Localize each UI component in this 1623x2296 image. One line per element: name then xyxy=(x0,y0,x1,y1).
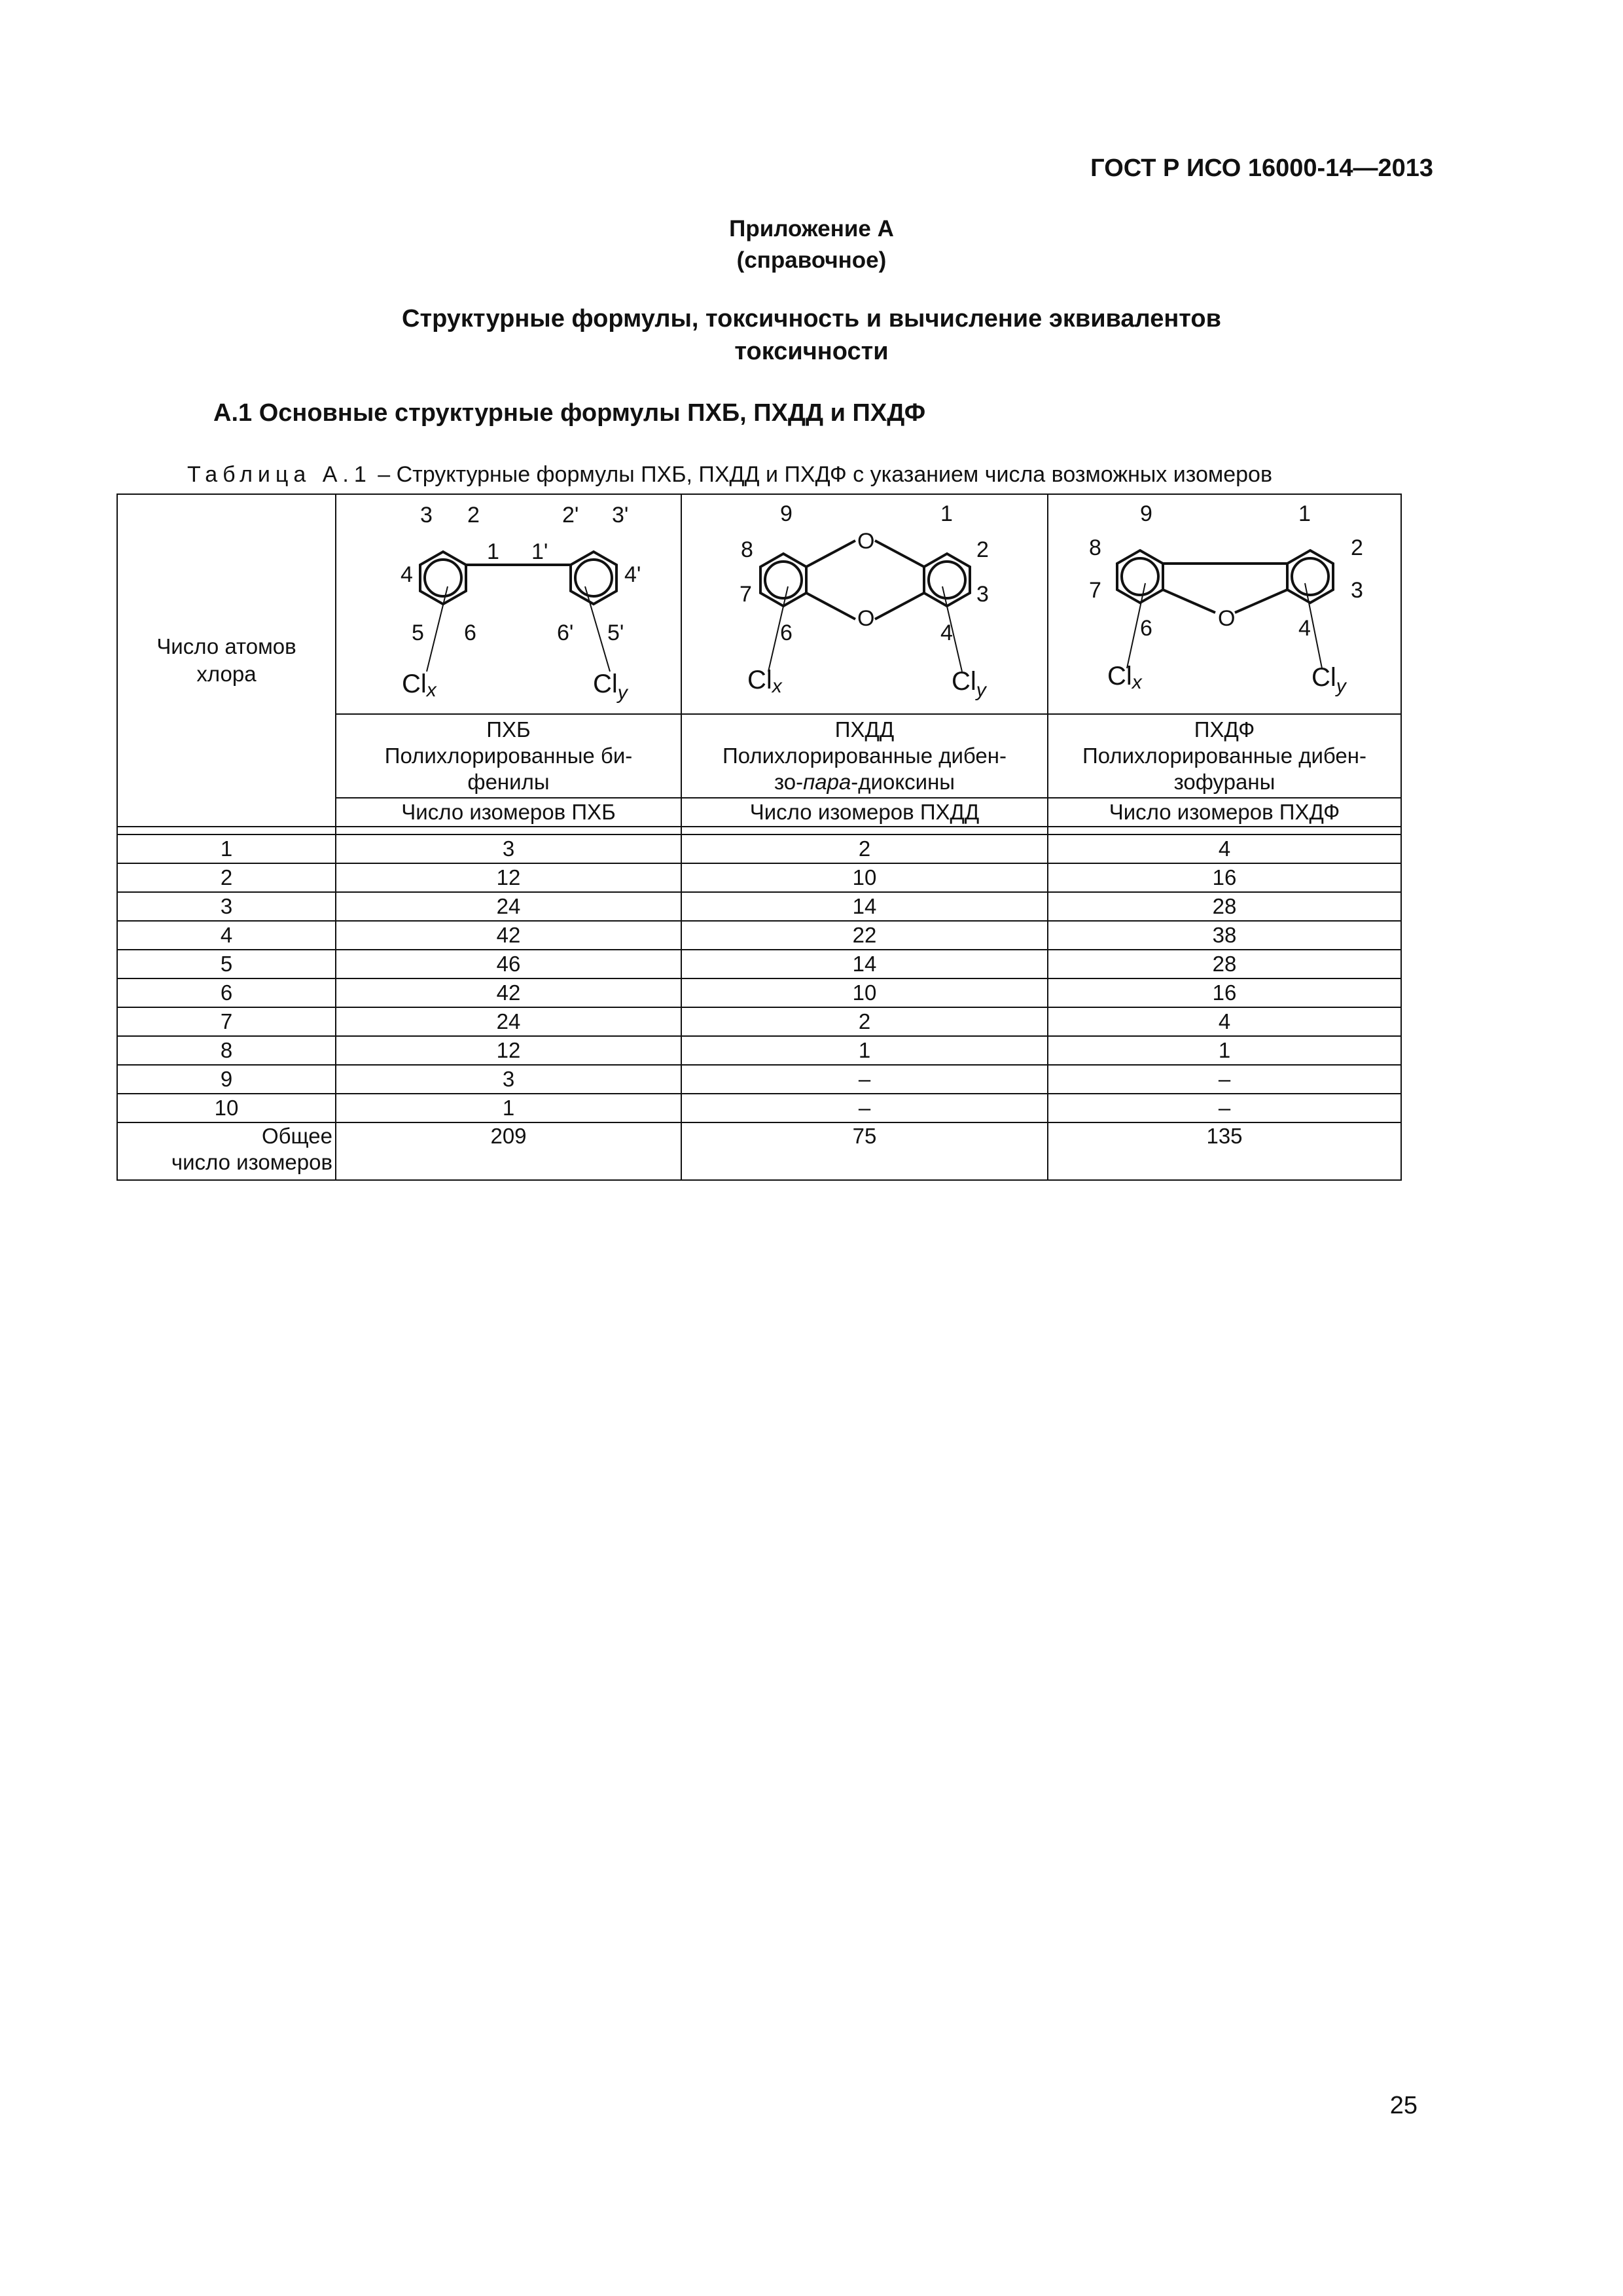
pcdd-oxygen-top: O xyxy=(857,529,875,554)
pcdf-cly-label: $Cl_y$ xyxy=(1311,663,1346,697)
pcdd-structure-cell xyxy=(681,494,1048,714)
row-chlorine-count: 4 xyxy=(117,921,336,950)
pcdf-count: – xyxy=(1048,1094,1401,1122)
pcb-count: 12 xyxy=(336,1036,681,1065)
pcdf-count: 1 xyxy=(1048,1036,1401,1065)
table-row xyxy=(117,863,1401,892)
section-title: А.1 Основные структурные формулы ПХБ, ПХДД и ПХДФ xyxy=(213,399,926,427)
pcdf-count: 16 xyxy=(1048,978,1401,1007)
table-row xyxy=(117,950,1401,978)
pcdd-clx-label: Clx xyxy=(747,666,782,697)
table-row xyxy=(117,892,1401,921)
pcdf-pos-4: 4 xyxy=(1298,616,1311,641)
table-row xyxy=(117,921,1401,950)
pcdf-bond-o-right xyxy=(1235,590,1287,613)
table-row xyxy=(117,1007,1401,1036)
pcb-pos-2: 2 xyxy=(467,503,480,528)
table-caption xyxy=(187,462,1272,488)
pcdf-pos-9: 9 xyxy=(1140,501,1152,526)
pcb-name-cell xyxy=(336,714,681,798)
pcdf-count: 28 xyxy=(1048,892,1401,921)
isomer-table xyxy=(116,493,1402,1181)
row-header-line1: Число атомов xyxy=(156,634,296,658)
pcb-pos-3p: 3' xyxy=(612,503,629,528)
pcdd-name-line1: Полихлорированные дибен- xyxy=(722,744,1007,768)
row-header-cell xyxy=(117,494,336,827)
page-number: 25 xyxy=(1389,2092,1418,2119)
pcdd-pos-9: 9 xyxy=(780,501,793,526)
pcb-clx-label: Clx xyxy=(402,670,437,701)
pcb-count: 12 xyxy=(336,863,681,892)
appendix-title: Приложение А xyxy=(729,216,894,242)
pcb-structure-formula xyxy=(336,495,682,713)
pcdd-abbr: ПХДД xyxy=(834,717,895,742)
pcdf-iso-header: Число изомеров ПХДФ xyxy=(1048,798,1401,827)
pcdf-count: 38 xyxy=(1048,921,1401,950)
pcdf-ring-right-circle xyxy=(1292,558,1329,595)
row-chlorine-count: 5 xyxy=(117,950,336,978)
row-chlorine-count: 3 xyxy=(117,892,336,921)
pcdf-abbr: ПХДФ xyxy=(1194,717,1255,742)
total-label xyxy=(117,1122,336,1180)
pcdf-pos-1: 1 xyxy=(1298,501,1311,526)
pcb-abbr: ПХБ xyxy=(486,717,531,742)
pcdd-count: 10 xyxy=(681,978,1048,1007)
pcb-pos-5: 5 xyxy=(412,620,424,645)
pcb-pos-1: 1 xyxy=(487,539,499,564)
pcdf-count: – xyxy=(1048,1065,1401,1094)
row-chlorine-count: 2 xyxy=(117,863,336,892)
row-chlorine-count: 9 xyxy=(117,1065,336,1094)
appendix-status: (справочное) xyxy=(736,247,887,273)
pcdd-count: 14 xyxy=(681,950,1048,978)
pcb-total: 209 xyxy=(336,1122,681,1180)
row-header-line2: хлора xyxy=(196,662,257,686)
pcdd-pos-4: 4 xyxy=(940,620,953,645)
pcdf-oxygen: O xyxy=(1218,606,1236,631)
row-chlorine-count: 1 xyxy=(117,834,336,863)
pcdf-name-line2: зофураны xyxy=(1173,770,1275,794)
pcb-pos-3: 3 xyxy=(420,503,433,528)
pcb-cly-label: $Cl_y$ xyxy=(593,670,628,704)
main-title-line1: Структурные формулы, токсичность и вычисление эквивалентов xyxy=(402,305,1221,332)
pcb-cly-bond xyxy=(585,586,610,672)
table-row xyxy=(117,1065,1401,1094)
pcb-count: 3 xyxy=(336,834,681,863)
pcb-name-line1: Полихлорированные би- xyxy=(384,744,633,768)
pcdf-ring-left-circle xyxy=(1122,558,1158,595)
caption-text: – Структурные формулы ПХБ, ПХДД и ПХДФ с указанием числа возможных изомеров xyxy=(371,462,1273,487)
pcdd-pos-7: 7 xyxy=(740,582,752,607)
pcb-pos-6: 6 xyxy=(464,620,476,645)
total-label-line1: Общее xyxy=(261,1124,332,1148)
pcdf-count: 4 xyxy=(1048,834,1401,863)
pcdd-pos-6: 6 xyxy=(780,620,793,645)
pcb-pos-2p: 2' xyxy=(562,503,579,528)
pcdd-ring-left-circle xyxy=(765,562,802,598)
header-separator xyxy=(117,827,1401,834)
pcdf-pos-3: 3 xyxy=(1351,578,1363,603)
pcb-count: 42 xyxy=(336,921,681,950)
total-label-line2: число изомеров xyxy=(171,1150,332,1174)
pcdd-count: 14 xyxy=(681,892,1048,921)
pcdd-pos-8: 8 xyxy=(741,537,753,562)
standard-header: ГОСТ Р ИСО 16000-14—2013 xyxy=(1090,154,1433,182)
pcb-pos-5p: 5' xyxy=(607,620,624,645)
pcb-pos-1p: 1' xyxy=(531,539,548,564)
pcdf-pos-2: 2 xyxy=(1351,535,1363,560)
pcdd-pos-2: 2 xyxy=(976,537,989,562)
pcb-ring-left-circle xyxy=(425,560,461,596)
pcdf-total: 135 xyxy=(1048,1122,1401,1180)
pcdf-count: 16 xyxy=(1048,863,1401,892)
pcdd-iso-header: Число изомеров ПХДД xyxy=(681,798,1048,827)
pcdf-structure-formula xyxy=(1048,495,1402,713)
pcdd-count: 1 xyxy=(681,1036,1048,1065)
pcdd-bond-bottom-left xyxy=(806,593,855,619)
pcdd-count: 22 xyxy=(681,921,1048,950)
pcdf-pos-6: 6 xyxy=(1140,616,1152,641)
pcdd-count: 2 xyxy=(681,834,1048,863)
pcb-count: 46 xyxy=(336,950,681,978)
row-chlorine-count: 7 xyxy=(117,1007,336,1036)
pcdf-name-line1: Полихлорированные дибен- xyxy=(1082,744,1366,768)
caption-label: Таблица А.1 xyxy=(187,462,372,487)
pcb-count: 3 xyxy=(336,1065,681,1094)
pcdd-bond-top-right xyxy=(875,541,924,567)
pcb-clx-bond xyxy=(427,586,448,672)
pcdf-count: 28 xyxy=(1048,950,1401,978)
pcb-pos-6p: 6' xyxy=(557,620,574,645)
total-row xyxy=(117,1122,1401,1180)
pcdd-count: – xyxy=(681,1065,1048,1094)
pcb-pos-4p: 4' xyxy=(624,562,641,587)
pcb-count: 1 xyxy=(336,1094,681,1122)
pcdd-structure-formula xyxy=(682,495,1048,713)
pcb-name-line2: фенилы xyxy=(467,770,550,794)
pcdd-total: 75 xyxy=(681,1122,1048,1180)
pcdf-count: 4 xyxy=(1048,1007,1401,1036)
pcdd-pos-1: 1 xyxy=(940,501,953,526)
pcb-pos-4: 4 xyxy=(401,562,413,587)
row-chlorine-count: 8 xyxy=(117,1036,336,1065)
pcdd-bond-bottom-right xyxy=(875,593,924,619)
pcdd-pos-3: 3 xyxy=(976,582,989,607)
pcdd-name-cell xyxy=(681,714,1048,798)
pcdf-clx-label: Clx xyxy=(1107,662,1142,693)
pcdf-pos-8: 8 xyxy=(1089,535,1101,560)
pcdd-name-line2: зо-пара-диоксины xyxy=(774,770,955,794)
pcdd-count: 2 xyxy=(681,1007,1048,1036)
pcdf-name-cell xyxy=(1048,714,1401,798)
table-row xyxy=(117,978,1401,1007)
pcb-count: 24 xyxy=(336,1007,681,1036)
pcb-count: 24 xyxy=(336,892,681,921)
table-row xyxy=(117,834,1401,863)
pcdf-pos-7: 7 xyxy=(1089,578,1101,603)
table-row xyxy=(117,1036,1401,1065)
pcdd-count: – xyxy=(681,1094,1048,1122)
main-title-line2: токсичности xyxy=(734,338,889,365)
pcb-count: 42 xyxy=(336,978,681,1007)
pcb-structure-cell xyxy=(336,494,681,714)
pcdd-ring-right-circle xyxy=(929,562,965,598)
pcdd-oxygen-bottom: O xyxy=(857,606,875,631)
pcdf-bond-o-left xyxy=(1163,590,1215,613)
pcdd-bond-top-left xyxy=(806,541,855,567)
pcb-ring-right-circle xyxy=(575,560,612,596)
pcdf-structure-cell xyxy=(1048,494,1401,714)
row-chlorine-count: 10 xyxy=(117,1094,336,1122)
pcdd-cly-label: $Cl_y$ xyxy=(952,667,986,701)
pcb-iso-header: Число изомеров ПХБ xyxy=(336,798,681,827)
pcdd-count: 10 xyxy=(681,863,1048,892)
table-row xyxy=(117,1094,1401,1122)
main-title xyxy=(0,302,1623,368)
row-chlorine-count: 6 xyxy=(117,978,336,1007)
